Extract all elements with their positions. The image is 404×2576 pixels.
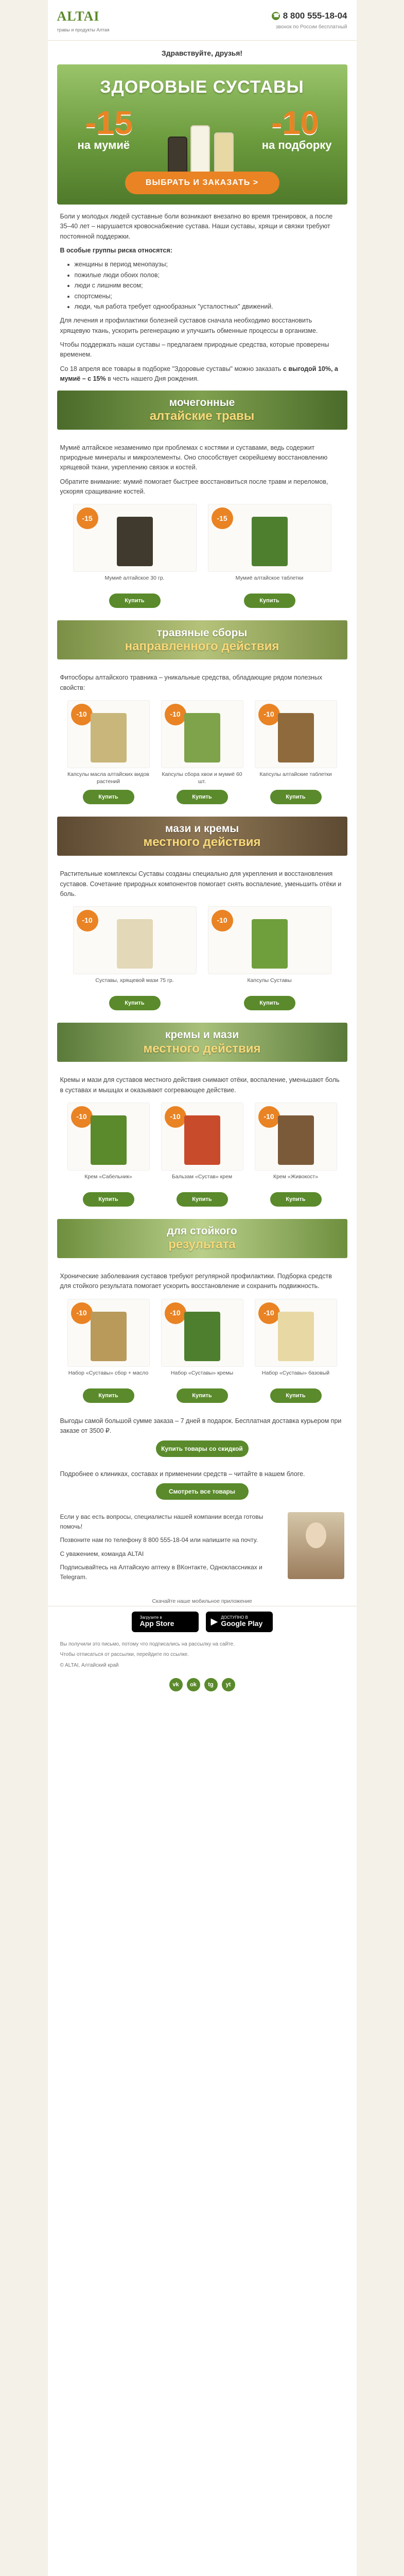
product-image: [208, 906, 331, 974]
header-contact: [272, 9, 347, 31]
discount-badge: -10: [71, 1106, 93, 1128]
product-card[interactable]: [67, 1103, 150, 1207]
product-card[interactable]: [208, 504, 331, 608]
all-products-button[interactable]: Смотреть все товары: [156, 1483, 249, 1500]
intro-paragraph: Боли у молодых людей суставные боли возникают внезапно во время тренировок, а после 35–40 лет – нарушается кровоснабжение сустава. Наши суставы, хрящи и связки требуют постоянной поддержки.: [60, 212, 333, 240]
section-title: для стойкого результата: [167, 1225, 237, 1252]
discount-badge: -10: [165, 1106, 186, 1128]
product-name: Капсулы сбора хвои и мумиё 60 шт.: [162, 771, 242, 785]
discount-badge: -10: [71, 1302, 93, 1324]
product-image: [161, 700, 243, 768]
footer-text: Вы получили это письмо, потому что подписались на рассылку на сайте.: [60, 1641, 235, 1647]
section-title: мази и кремы местного действия: [143, 823, 261, 850]
intro-paragraph: Чтобы поддержать наши суставы – предлагаем природные средства, которые проверены временем.: [60, 341, 329, 359]
product-grid: [48, 903, 357, 1016]
product-name: Капсулы алтайские таблетки: [259, 771, 332, 778]
signature-block: [48, 1505, 357, 1594]
phone-note: звонок по России бесплатный: [275, 24, 347, 30]
buy-button[interactable]: Купить: [83, 790, 134, 804]
hero-banner[interactable]: [57, 64, 347, 205]
discount-badge: -10: [71, 704, 93, 725]
vk-icon[interactable]: vk: [169, 1678, 183, 1691]
product-card[interactable]: [161, 1103, 243, 1207]
product-image: [73, 906, 197, 974]
section-banner-teas: [57, 620, 347, 659]
product-image: [161, 1299, 243, 1367]
product-name: Набор «Суставы» базовый: [261, 1369, 330, 1376]
discount-badge: -10: [165, 704, 186, 725]
discount-badge: -10: [258, 704, 280, 725]
logo-text: ALTAI: [57, 9, 100, 24]
signature-text: Позвоните нам по телефону 8 800 555-18-04 или напишите на почту.: [60, 1536, 258, 1544]
product-name: Мумиё алтайское таблетки: [235, 575, 304, 582]
product-card[interactable]: [67, 700, 150, 804]
product-name: Набор «Суставы» кремы: [170, 1369, 234, 1376]
section-text: Выгоды самой большой сумме заказа – 7 дней в подарок. Бесплатная доставка курьером при заказе от 3500 ₽.: [60, 1417, 342, 1435]
buy-button[interactable]: Купить: [244, 996, 295, 1010]
list-item: • женщины в период менопаузы;: [75, 260, 344, 269]
logo[interactable]: [57, 6, 110, 34]
ok-icon[interactable]: ok: [187, 1678, 200, 1691]
catalog-button[interactable]: Купить товары со скидкой: [156, 1440, 249, 1457]
section-text: Хронические заболевания суставов требуют регулярной профилактики. Подборка средств для стойкого результата помогает ускорить восстановление и сохранить подвижность.: [60, 1273, 332, 1290]
google-play-button[interactable]: ▶ ДОСТУПНО В Google Play: [206, 1612, 273, 1632]
discount-badge: -15: [212, 507, 233, 529]
product-card[interactable]: [161, 700, 243, 804]
product-card[interactable]: [73, 504, 197, 608]
product-grid: [48, 1099, 357, 1213]
list-item: • люди, чья работа требует однообразных "усталостных" движений.: [75, 302, 344, 312]
list-item: • люди с лишним весом;: [75, 281, 344, 291]
phone-icon: [272, 12, 280, 20]
buy-button[interactable]: Купить: [109, 996, 161, 1010]
app-store-button[interactable]: Загрузите в App Store: [132, 1612, 199, 1632]
product-image: [73, 504, 197, 572]
discount-badge: -10: [258, 1302, 280, 1324]
buy-button[interactable]: Купить: [177, 790, 228, 804]
buy-button[interactable]: Купить: [270, 790, 322, 804]
section-title: мочегонные алтайские травы: [149, 396, 255, 423]
discount-badge: -10: [258, 1106, 280, 1128]
section-text: Растительные комплексы Суставы созданы специально для укрепления и восстановления суставов. Сочетание природных компонентов помогает снять воспаление, уменьшить отёки и боль.: [60, 870, 342, 897]
product-grid: [48, 697, 357, 810]
product-card[interactable]: [67, 1299, 150, 1403]
hero-products-image: [168, 121, 237, 173]
section-text: Кремы и мази для суставов местного действия снимают отёки, воспаление, уменьшают боль в суставах и мышцах и оказывают согревающее действие.: [60, 1076, 340, 1094]
risk-list: [75, 260, 344, 312]
list-item: • спортсмены;: [75, 292, 344, 301]
hero-discount-left: -15: [85, 104, 133, 141]
product-card[interactable]: [161, 1299, 243, 1403]
product-image: [67, 1299, 150, 1367]
product-card[interactable]: [208, 906, 331, 1010]
buy-button[interactable]: Купить: [270, 1192, 322, 1207]
section-banner-creams: [57, 1023, 347, 1062]
hero-caption-left: на мумиё: [77, 138, 130, 151]
product-image: [67, 700, 150, 768]
product-image: [255, 1103, 337, 1171]
risk-group-heading: В особые группы риска относятся:: [60, 247, 172, 255]
product-card[interactable]: [255, 700, 337, 804]
buy-button[interactable]: Купить: [109, 594, 161, 608]
phone-link[interactable]: [272, 9, 347, 23]
product-card[interactable]: [255, 1103, 337, 1207]
footer: [48, 1637, 357, 1674]
product-image: [67, 1103, 150, 1171]
youtube-icon[interactable]: yt: [222, 1678, 235, 1691]
product-grid: [48, 1296, 357, 1409]
product-name: Крем «Сабельник»: [84, 1174, 132, 1180]
apps-caption: Скачайте наше мобильное приложение: [152, 1598, 252, 1605]
intro-text: [48, 205, 357, 384]
app-store-links: [48, 1606, 357, 1637]
section-text: Мумиё алтайское незаменимо при проблемах с костями и суставами, ведь содержит природные минералы и микроэлементы. Оно способствует скорейшему восстановлению хрящевой ткани, укреплению связок и костей.: [60, 444, 328, 471]
buy-button[interactable]: Купить: [83, 1192, 134, 1207]
product-name: Крем «Живокост»: [273, 1174, 319, 1180]
social-links: [48, 1674, 357, 1699]
product-image: [255, 1299, 337, 1367]
product-name: Набор «Суставы» сбор + масло: [68, 1369, 149, 1376]
hero-title: ЗДОРОВЫЕ СУСТАВЫ: [100, 77, 304, 97]
product-image: [161, 1103, 243, 1171]
hero-discount-right: -10: [271, 104, 319, 141]
product-grid: [48, 501, 357, 614]
product-name: Капсулы Суставы: [247, 977, 292, 984]
section-text: Фитосборы алтайского травника – уникальные средства, обладающие рядом полезных свойств:: [60, 674, 323, 691]
product-name: Суставы, хрящевой мази 75 гр.: [95, 977, 174, 984]
section-banner-herbs: [57, 391, 347, 430]
product-image: [255, 700, 337, 768]
section-banner-result: [57, 1219, 347, 1258]
buy-button[interactable]: Купить: [83, 1388, 134, 1403]
product-name: Капсулы масла алтайских видов растений: [67, 771, 149, 785]
product-card[interactable]: [255, 1299, 337, 1403]
buy-button[interactable]: Купить: [244, 594, 295, 608]
hero-cta-button[interactable]: ВЫБРАТЬ И ЗАКАЗАТЬ >: [125, 172, 279, 194]
section-title: кремы и мази местного действия: [143, 1029, 261, 1056]
hero-caption-right: на подборку: [261, 138, 332, 151]
signature-text: Подписывайтесь на Алтайскую аптеку в ВКонтакте, Одноклассниках и Telegram.: [60, 1564, 262, 1581]
discount-badge: -10: [212, 910, 233, 931]
logo-subtitle: травы и продукты Алтая: [57, 27, 110, 33]
buy-button[interactable]: Купить: [177, 1192, 228, 1207]
play-icon: ▶: [210, 1616, 218, 1626]
section-title: травяные сборы направленного действия: [125, 626, 279, 653]
email-body: [48, 0, 357, 2576]
intro-paragraph: Для лечения и профилактики болезней суставов сначала необходимо восстановить хрящевую ткань, ускорить регенерацию и улучшить обменные процессы в организме.: [60, 317, 318, 334]
unsubscribe-text[interactable]: Чтобы отписаться от рассылки, перейдите по ссылке.: [60, 1652, 189, 1658]
discount-badge: -10: [77, 910, 98, 931]
section-banner-ointments: [57, 817, 347, 856]
signature-text: Если у вас есть вопросы, специалисты нашей компании всегда готовы помочь!: [60, 1513, 264, 1530]
header: [48, 0, 357, 41]
product-image: [208, 504, 331, 572]
list-item: • пожилые люди обоих полов;: [75, 270, 344, 280]
promo-paragraph: Со 18 апреля все товары в подборке "Здоровые суставы" можно заказать с выгодой 10%, а мумиё – с 15% в честь нашего Дня рождения.: [60, 365, 338, 383]
discount-badge: -15: [77, 507, 98, 529]
section-text: Обратите внимание: мумиё помогает быстрее восстановиться после травм и переломов, ускоряя сращивание костей.: [60, 478, 328, 496]
product-name: Бальзам «Сустав» крем: [171, 1174, 233, 1180]
buy-button[interactable]: Купить: [270, 1388, 322, 1403]
telegram-icon[interactable]: tg: [204, 1678, 218, 1691]
greeting: Здравствуйте, друзья!: [161, 49, 243, 58]
consultant-photo: [288, 1512, 344, 1579]
phone-number: 8 800 555-18-04: [283, 11, 347, 21]
product-name: Мумиё алтайское 30 гр.: [104, 575, 165, 582]
section-text: Подробнее о клиниках, составах и применении средств – читайте в нашем блоге.: [60, 1470, 305, 1478]
buy-button[interactable]: Купить: [177, 1388, 228, 1403]
product-card[interactable]: [73, 906, 197, 1010]
signature-text: С уважением, команда ALTAI: [60, 1550, 144, 1557]
copyright: © ALTAI, Алтайский край: [60, 1662, 119, 1668]
discount-badge: -10: [165, 1302, 186, 1324]
